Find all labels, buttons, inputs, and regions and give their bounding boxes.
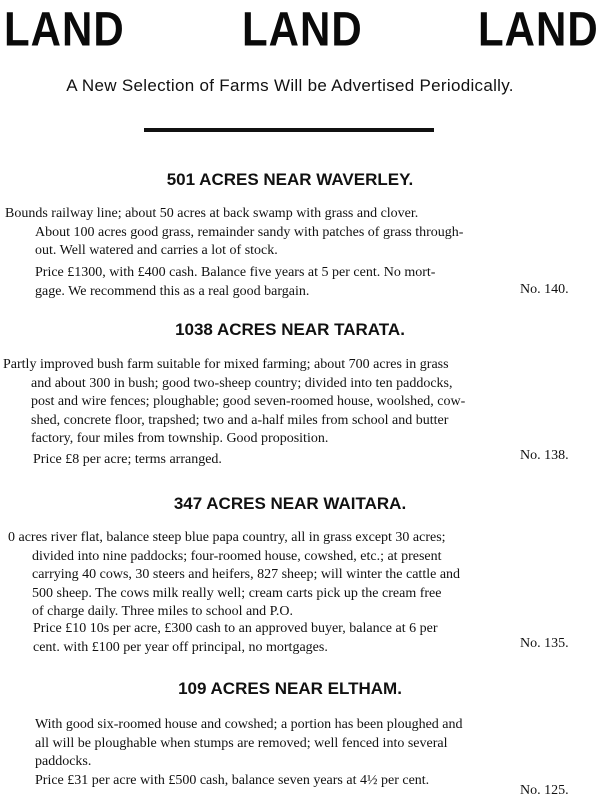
description-line: divided into nine paddocks; four-roomed house, cowshed, etc.; at present <box>32 548 442 564</box>
description-line: post and wire fences; ploughable; good seven-roomed house, woolshed, cow- <box>31 394 466 409</box>
description-line: With good six-roomed house and cowshed; a portion has been ploughed and <box>35 717 463 732</box>
listing-ref-waverley: No. 140. <box>520 282 569 297</box>
description-line: carrying 40 cows, 30 steers and heifers, 827 sheep; will winter the cattle and <box>32 567 461 582</box>
listing-description-eltham <box>35 716 577 772</box>
description-line: and about 300 in bush; good two-sheep country; divided into ten paddocks, <box>31 375 453 391</box>
description-line: 0 acres river flat, balance steep blue papa country, all in grass except 30 acres; <box>8 530 446 545</box>
price-line: gage. We recommend this as a real good bargain. <box>35 283 310 299</box>
description-line: About 100 acres good grass, remainder sandy with patches of grass through- <box>35 224 464 240</box>
listing-price-waverley <box>35 264 575 301</box>
price-line: Price £8 per acre; terms arranged. <box>33 452 222 467</box>
listing-price-tarata <box>33 451 222 470</box>
description-line: of charge daily. Three miles to school and P.O. <box>32 604 294 619</box>
divider-rule <box>144 128 434 132</box>
listing-ref-waitara: No. 135. <box>520 636 569 651</box>
listing-heading-waverley: 501 ACRES NEAR WAVERLEY. <box>166 170 414 189</box>
listing-description-tarata <box>3 356 577 449</box>
description-line: 500 sheep. The cows milk really well; cream carts pick up the cream free <box>32 585 442 601</box>
description-line: Partly improved bush farm suitable for mixed farming; about 700 acres in grass <box>3 357 449 372</box>
listing-price-eltham <box>35 772 429 791</box>
masthead-word-left: LAND <box>4 2 125 57</box>
price-line: cent. with £100 per year off principal, no mortgages. <box>33 639 328 655</box>
description-line: paddocks. <box>35 754 92 769</box>
masthead-word-right: LAND <box>478 2 599 57</box>
listing-ref-eltham: No. 125. <box>520 783 569 798</box>
subtitle: A New Selection of Farms Will be Advertised Periodically. <box>66 76 514 95</box>
price-line: Price £31 per acre with £500 cash, balance seven years at 4½ per cent. <box>35 773 430 788</box>
masthead <box>0 2 599 57</box>
masthead-word-center: LAND <box>242 2 363 57</box>
description-line: out. Well watered and carries a lot of stock. <box>35 243 278 258</box>
listing-heading-tarata: 1038 ACRES NEAR TARATA. <box>175 320 405 339</box>
description-line: shed, concrete floor, trapshed; two and a-half miles from school and butter <box>31 412 449 428</box>
listing-heading-waitara: 347 ACRES NEAR WAITARA. <box>173 494 407 513</box>
price-line: Price £10 10s per acre, £300 cash to an approved buyer, balance at 6 per <box>33 621 438 636</box>
description-line: factory, four miles from township. Good proposition. <box>31 431 329 446</box>
description-line: Bounds railway line; about 50 acres at back swamp with grass and clover. <box>5 206 419 221</box>
listing-description-waitara <box>8 529 577 622</box>
price-line: Price £1300, with £400 cash. Balance five years at 5 per cent. No mort- <box>35 265 436 280</box>
description-line: all will be ploughable when stumps are removed; well fenced into several <box>35 735 448 751</box>
listing-ref-tarata: No. 138. <box>520 448 569 463</box>
listing-price-waitara <box>33 620 578 657</box>
listing-heading-eltham: 109 ACRES NEAR ELTHAM. <box>178 679 402 698</box>
listing-description-waverley <box>5 205 577 261</box>
